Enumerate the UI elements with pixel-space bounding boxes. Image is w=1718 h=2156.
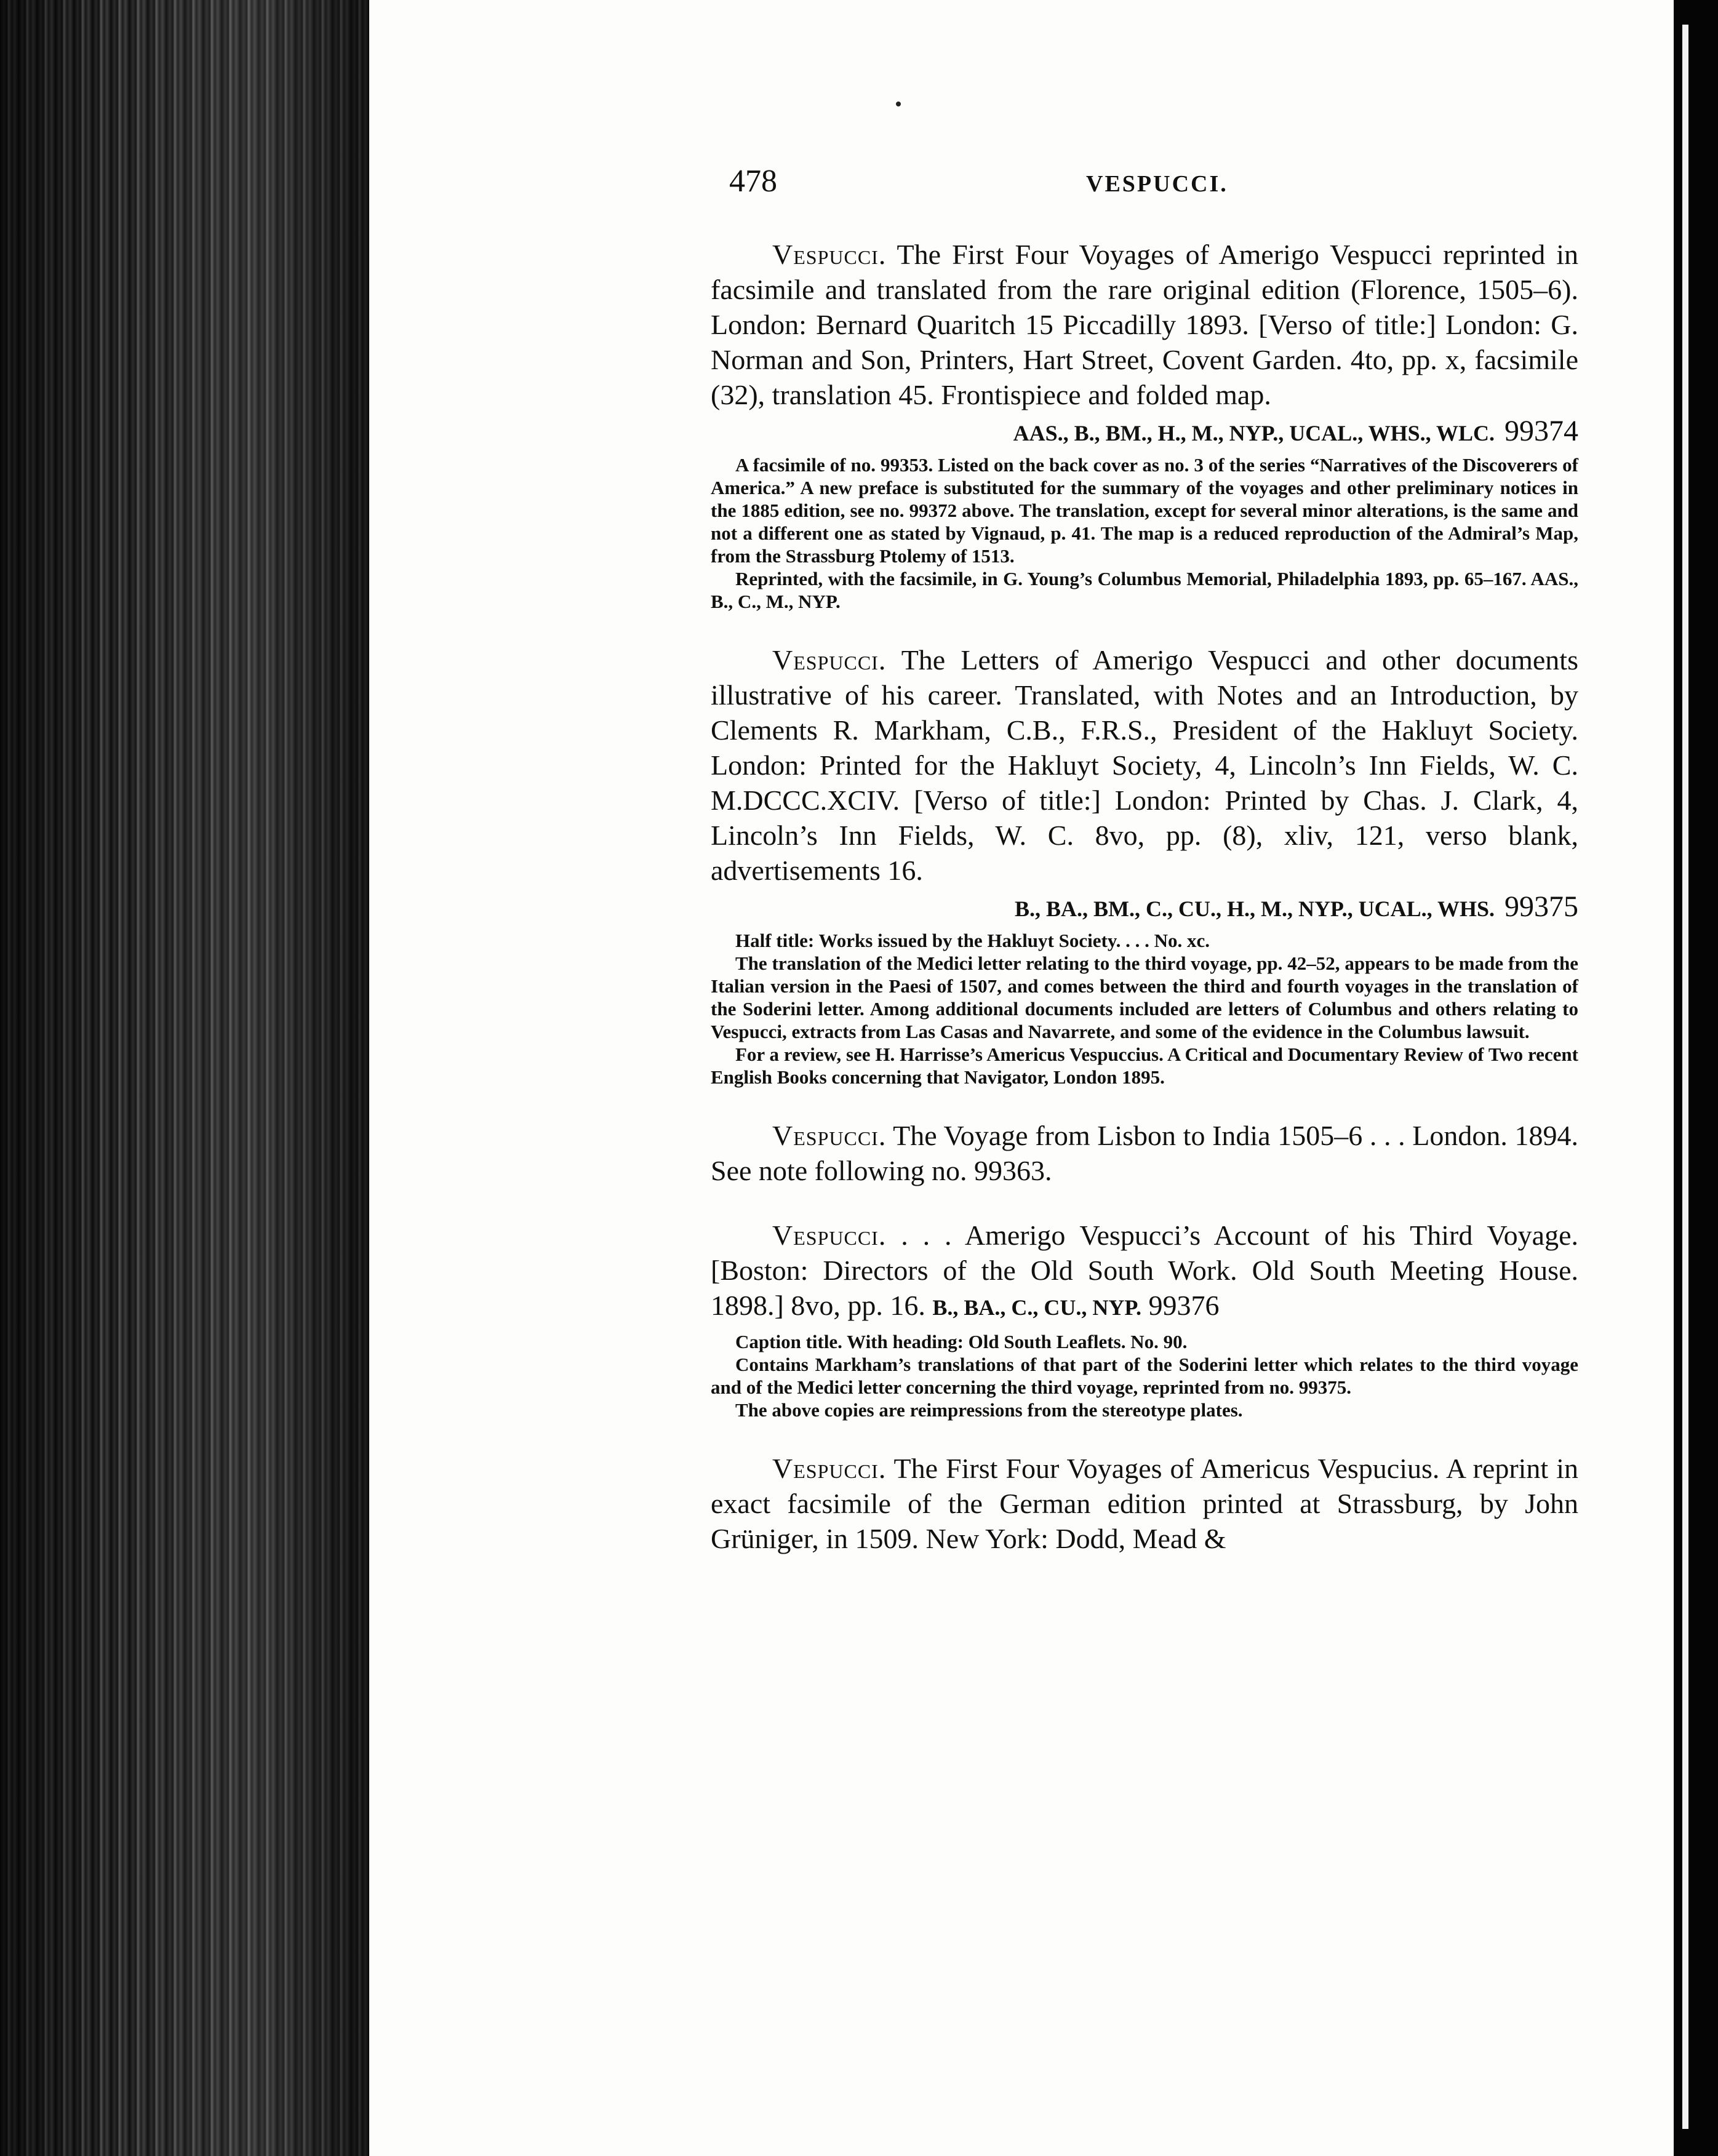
catalog-entry xyxy=(711,1451,1578,1556)
page-number: 478 xyxy=(729,164,777,199)
entry-note: The translation of the Medici letter relating to the third voyage, pp. 42–52, appears to be made from the Italian version in the Paesi of 1507, and comes between the third and fourth voyages in the translation of the Soderini letter. Among additional documents included are letters of Columbus and others relating to Vespucci, extracts from Las Casas and Navarrete, and some of the evidence in the Columbus lawsuit. xyxy=(711,952,1578,1042)
entry-note: The above copies are reimpressions from the stereotype plates. xyxy=(735,1399,1243,1421)
entry-note: Contains Markham’s translations of that part of the Soderini letter which relates to the third voyage and of the Medici letter concerning the third voyage, reprinted from no. 99375. xyxy=(711,1354,1578,1398)
catalog-entry xyxy=(711,237,1578,613)
entry-heading: Vespucci. xyxy=(772,1220,887,1251)
catalog-entry xyxy=(711,642,1578,1088)
running-head-title: VESPUCCI. xyxy=(1086,171,1228,197)
book-edge xyxy=(0,0,369,2156)
entry-body: The First Four Voyages of Americus Vespucius. A reprint in exact facsimile of the German edition printed at Strassburg, by John Grüniger, in 1509. New York: Dodd, Mead & xyxy=(711,1453,1578,1554)
entry-text xyxy=(711,237,1578,412)
catalog-entry xyxy=(711,1218,1578,1421)
entry-note: Half title: Works issued by the Hakluyt Society. . . . No. xc. xyxy=(735,930,1210,951)
entry-heading: Vespucci. xyxy=(772,1120,887,1151)
entry-body: The Letters of Amerigo Vespucci and other documents illustrative of his career. Translated, with Notes and an Introduction, by Clements R. Markham, C.B., F.R.S., President of the Hakluyt Society. London: Printed for the Hakluyt Society, 4, Lincoln’s Inn Fields, W. C. M.DCCC.XCIV. [Verso of title:] London: Printed by Chas. J. Clark, 4, Lincoln’s Inn Fields, W. C. 8vo, pp. (8), xliv, 121, verso blank, advertisements 16. xyxy=(711,644,1578,886)
running-head xyxy=(711,163,1578,212)
entry-note: For a review, see H. Harrisse’s Americus Vespuccius. A Critical and Documentary Review of Two recent English Books concerning that Navigator, London 1895. xyxy=(711,1044,1578,1088)
entry-body: The First Four Voyages of Amerigo Vespucci reprinted in facsimile and translated from the rare original edition (Florence, 1505–6). London: Bernard Quaritch 15 Piccadilly 1893. [Verso of title:] London: G. Norman and Son, Printers, Hart Street, Covent Garden. 4to, pp. x, facsimile (32), translation 45. Frontispiece and folded map. xyxy=(711,239,1579,410)
location-codes: AAS., B., BM., H., M., NYP., UCAL., WHS., WLC. xyxy=(1013,421,1495,445)
location-codes: B., BA., C., CU., NYP. xyxy=(932,1295,1142,1320)
page-content xyxy=(711,163,1578,1586)
library-locations xyxy=(711,416,1578,449)
scan-margin xyxy=(1674,0,1718,2156)
entry-text xyxy=(711,642,1578,888)
entry-number: 99374 xyxy=(1504,415,1578,447)
entry-number: 99376 xyxy=(1148,1290,1220,1321)
entry-body: The Voyage from Lisbon to India 1505–6 . . . London. 1894. See note following no. 99363. xyxy=(711,1120,1579,1186)
page-speck xyxy=(896,102,901,106)
entry-note: Caption title. With heading: Old South Leaflets. No. 90. xyxy=(735,1331,1188,1352)
entry-text xyxy=(711,1451,1578,1556)
entry-note: A facsimile of no. 99353. Listed on the back cover as no. 3 of the series “Narratives of the Discoverers of America.” A new preface is substituted for the summary of the voyages and other preliminary notices in the 1885 edition, see no. 99372 above. The translation, except for several minor alterations, is the same and not a different one as stated by Vignaud, p. 41. The map is a reduced reproduction of the Admiral’s Map, from the Strassburg Ptolemy of 1513. xyxy=(711,454,1578,567)
location-codes: B., BA., BM., C., CU., H., M., NYP., UCAL., WHS. xyxy=(1014,896,1495,921)
entry-number: 99375 xyxy=(1504,890,1578,923)
entry-heading: Vespucci. xyxy=(772,644,887,676)
entry-text xyxy=(711,1118,1578,1188)
entry-note: Reprinted, with the facsimile, in G. Young’s Columbus Memorial, Philadelphia 1893, pp. 65–167. AAS., B., C., M., NYP. xyxy=(711,568,1578,612)
entry-heading: Vespucci. xyxy=(772,239,887,270)
entry-text xyxy=(711,1218,1578,1325)
entry-body: . . . Amerigo Vespucci’s Account of his Third Voyage. [Boston: Directors of the Old South Work. Old South Meeting House. 1898.] 8vo, pp. 16. xyxy=(711,1220,1579,1321)
entry-heading: Vespucci. xyxy=(772,1453,887,1484)
library-locations xyxy=(711,892,1578,924)
catalog-entry xyxy=(711,1118,1578,1188)
